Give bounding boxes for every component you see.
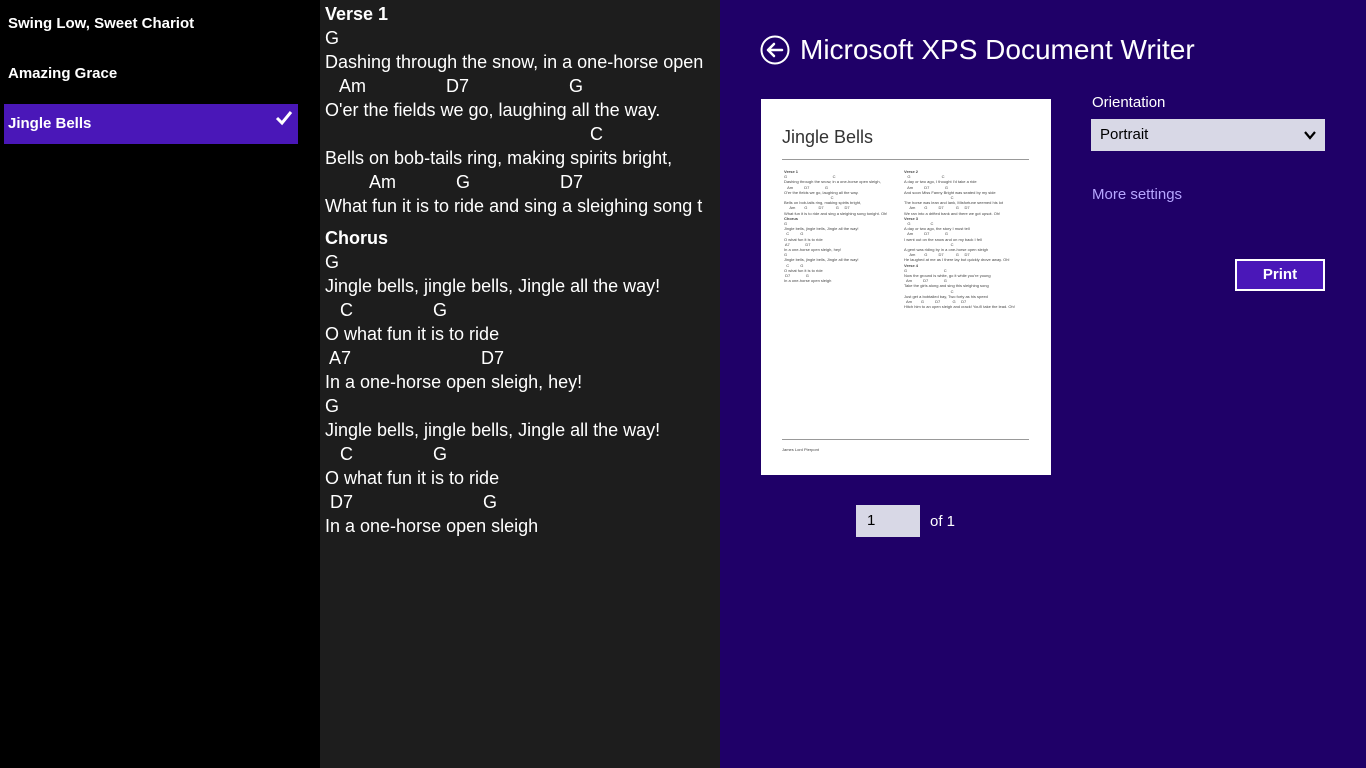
song-item-jingle-bells[interactable] <box>4 104 298 144</box>
section-heading: Chorus <box>325 228 388 248</box>
chord-line: C G <box>325 300 448 320</box>
print-button[interactable]: Print <box>1235 259 1325 291</box>
song-item-amazing-grace[interactable] <box>4 54 298 94</box>
song-title: Amazing Grace <box>8 65 118 82</box>
check-icon <box>274 108 294 128</box>
section-heading: Verse 1 <box>325 4 389 24</box>
back-arrow-icon[interactable] <box>760 35 790 65</box>
song-list <box>0 0 320 768</box>
lyrics-pane <box>320 0 720 768</box>
more-settings-link[interactable]: More settings <box>1092 186 1183 203</box>
print-flyout <box>720 0 1366 768</box>
lyric-line: What fun it is to ride and sing a sleighing song t <box>325 196 703 216</box>
page-count-label: of 1 <box>930 513 956 530</box>
lyric-line: In a one-horse open sleigh, hey! <box>325 372 583 392</box>
preview-right-column: Verse 2 G C A day or two ago, I thought I'd take a ride Am D7 G And soon Miss Fanny Bright was seated by my side C The horse was lean and lank, Misfortune seemed his lot Am G D7 G D7 We ran into a drifted bank and there we got upsot. Oh! Verse 3 G C A day or two ago, the story I must tell Am D7 G I went out on the snow and on my back I fell C A gent was riding by in a one-horse open sleigh Am G D7 G D7 He laughed at me as I there lay but quickly drove away. Oh! Verse 4 G C Now the ground is white, go it while you're young Am D7 G Take the girls along and sing this sleighing song C Just get a bobtailed bay, Two forty as his speed Am G D7 G D7 Hitch him to an open sleigh and crack! You'll take the lead. Oh! <box>904 169 1015 310</box>
chord-line: C G <box>325 444 448 464</box>
lyric-line: Bells on bob-tails ring, making spirits bright, <box>325 148 673 168</box>
chord-line: G <box>325 252 340 272</box>
preview-footer-divider <box>782 439 1029 440</box>
song-title: Swing Low, Sweet Chariot <box>8 15 195 32</box>
song-item-swing-low[interactable] <box>4 4 298 44</box>
song-title: Jingle Bells <box>8 115 92 132</box>
chord-line: D7 G <box>325 492 498 512</box>
lyric-line: In a one-horse open sleigh <box>325 516 539 536</box>
chevron-down-icon <box>1303 128 1317 142</box>
chord-line: G <box>325 396 340 416</box>
page-number-input[interactable]: 1 <box>856 505 920 537</box>
lyric-line: Jingle bells, jingle bells, Jingle all the way! <box>325 276 661 296</box>
lyric-line: O what fun it is to ride <box>325 468 500 488</box>
chord-line: C <box>325 124 604 144</box>
preview-footer: James Lord Pierpont <box>782 447 819 452</box>
lyric-line: Jingle bells, jingle bells, Jingle all the way! <box>325 420 661 440</box>
orientation-label: Orientation <box>1092 94 1166 111</box>
chord-line: G <box>325 28 340 48</box>
orientation-value: Portrait <box>1100 126 1149 143</box>
preview-left-column: Verse 1 G C Dashing through the snow, in a one-horse open sleigh, Am D7 G O'er the fields we go, laughing all the way. C Bells on bob-tails ring, making spirits bright, Am G D7 G D7 What fun it is to ride and sing a sleighing song tonight. Oh! Chorus G Jingle bells, jingle bells, Jingle all the way! C G O what fun it is to ride A7 D7 In a one-horse open sleigh, hey! G Jingle bells, jingle bells, Jingle all the way! C G O what fun it is to ride D7 G In a one-horse open sleigh <box>784 169 888 284</box>
lyric-line: O what fun it is to ride <box>325 324 500 344</box>
preview-divider <box>782 159 1029 160</box>
printer-title: Microsoft XPS Document Writer <box>800 34 1195 65</box>
orientation-select[interactable] <box>1091 119 1325 151</box>
chord-line: Am D7 G <box>325 76 584 96</box>
lyric-line: O'er the fields we go, laughing all the way. <box>325 100 661 120</box>
print-preview <box>761 99 1051 475</box>
chord-line: A7 D7 <box>325 348 505 368</box>
preview-title: Jingle Bells <box>782 127 874 147</box>
chord-line: Am G D7 <box>325 172 584 192</box>
lyric-line: Dashing through the snow, in a one-horse open <box>325 52 704 72</box>
